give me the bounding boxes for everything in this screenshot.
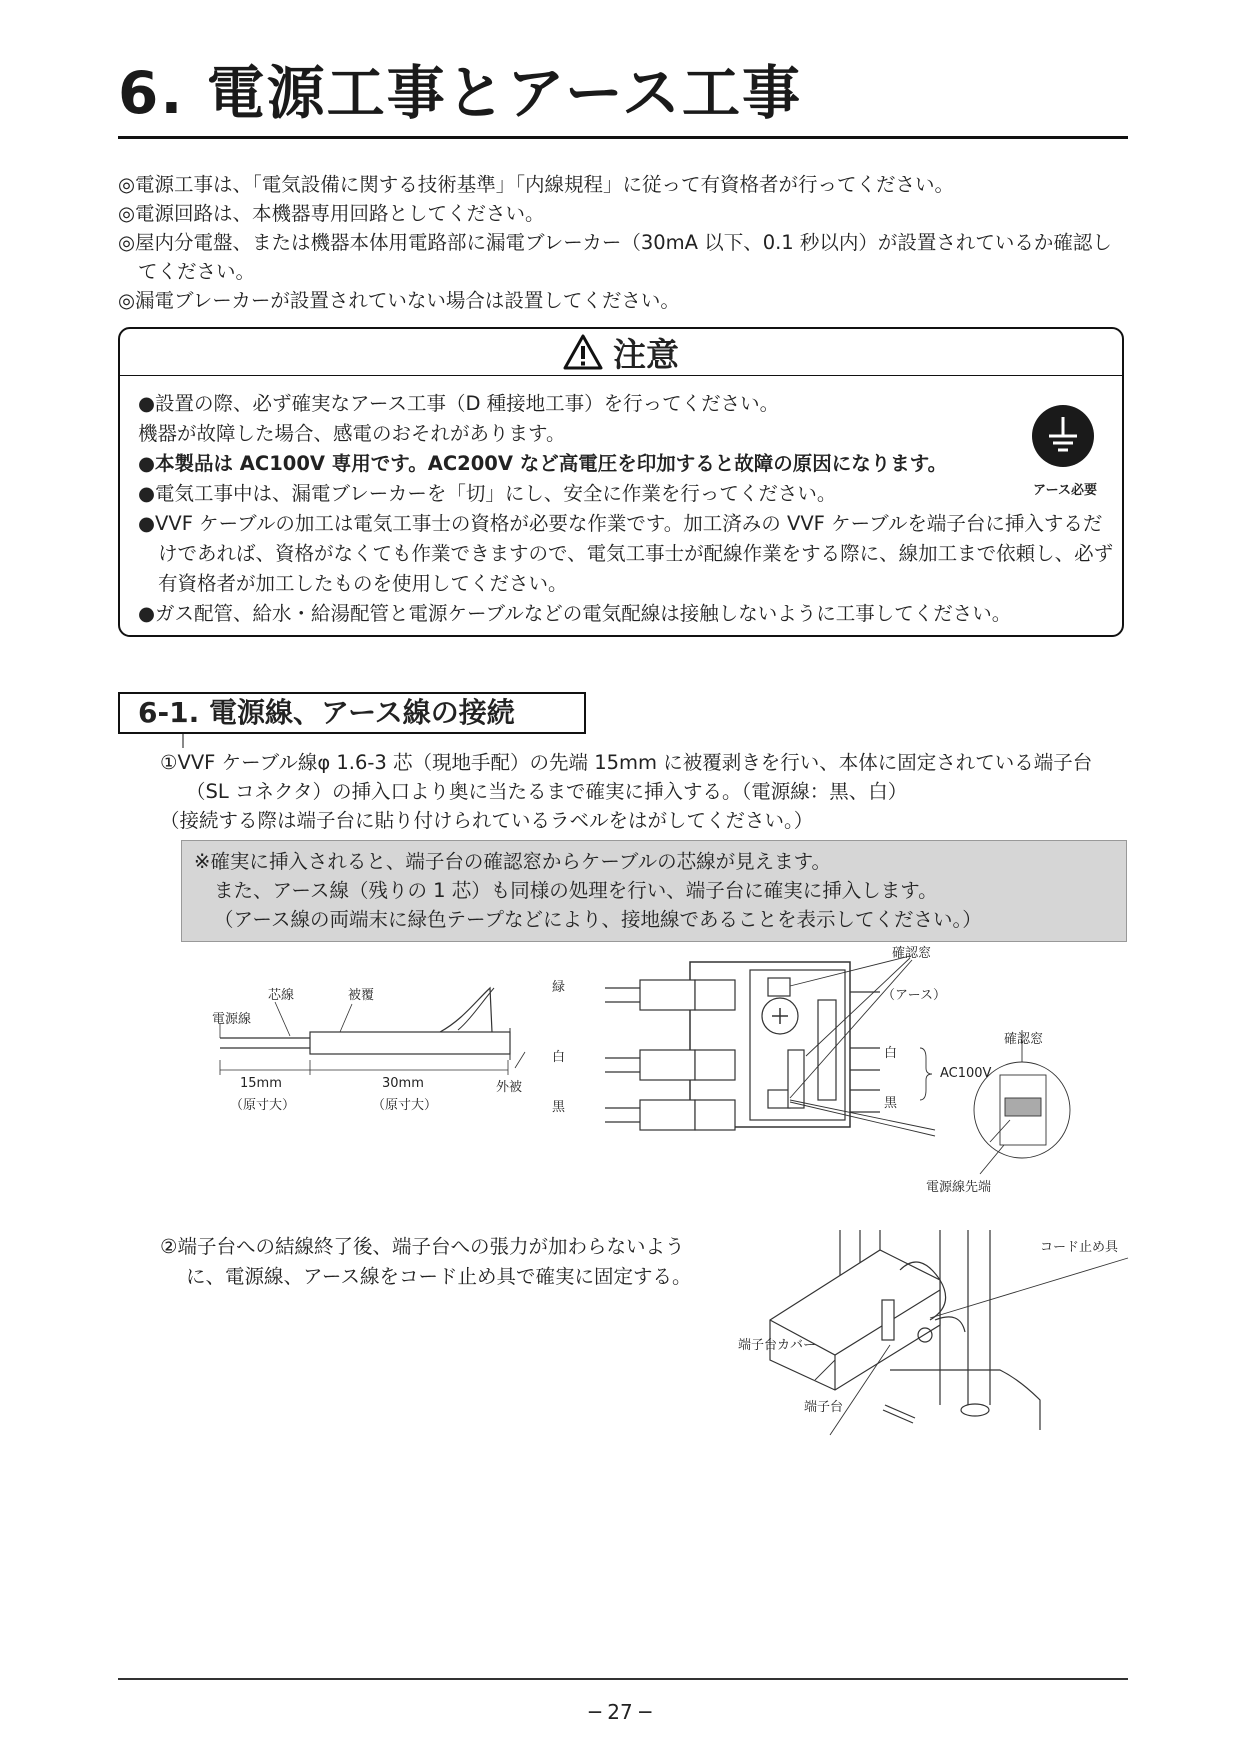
page-number: ─ 27 ─	[588, 1700, 652, 1724]
page-title: 6. 電源工事とアース工事	[118, 59, 802, 127]
label-cord-stop: コード止め具	[1040, 1240, 1119, 1255]
label-len1: 15mm	[240, 1076, 282, 1091]
caution-list	[138, 389, 1118, 629]
label-len2: 30mm	[382, 1076, 424, 1091]
footer-divider	[118, 1678, 1128, 1680]
note-line: （アース線の両端末に緑色テープなどにより、接地線であることを表示してください。）	[214, 908, 982, 931]
note-line: また、アース線（残りの 1 芯）も同様の処理を行い、端子台に確実に挿入します。	[214, 879, 938, 902]
section-connector	[182, 734, 184, 748]
label-white-right: 白	[884, 1046, 898, 1061]
cable-strip-figure	[200, 960, 540, 1120]
label-sheath: 被覆	[348, 988, 375, 1003]
install-figure	[740, 1230, 1130, 1440]
caution-item: 機器が故障した場合、感電のおそれがあります。	[138, 422, 566, 445]
terminal-diagram	[590, 950, 1130, 1190]
label-white: 白	[552, 1050, 566, 1065]
section-title: 6-1. 電源線、アース線の接続	[118, 692, 586, 734]
intro-item: ◎電源工事は、「電気設備に関する技術基準」「内線規程」に従って有資格者が行ってください。	[118, 173, 955, 196]
label-black: 黒	[552, 1100, 566, 1115]
warning-icon	[563, 334, 603, 370]
label-window2: 確認窓	[1004, 1032, 1044, 1047]
caution-item: ●設置の際、必ず確実なアース工事（D 種接地工事）を行ってください。	[138, 392, 780, 415]
label-core: 芯線	[268, 988, 295, 1003]
label-wire: 電源線	[212, 1012, 252, 1027]
caution-item: ●電気工事中は、漏電ブレーカーを「切」にし、安全に作業を行ってください。	[138, 482, 837, 505]
label-window: 確認窓	[892, 946, 932, 961]
caution-header	[120, 329, 1122, 376]
ground-icon	[1032, 405, 1094, 467]
label-cover: 端子台カバー	[738, 1338, 817, 1353]
caution-heading: 注意	[613, 334, 679, 374]
caution-item-bold: ●本製品は AC100V 専用です。AC200V など高電圧を印加すると故障の原因になります。	[138, 452, 948, 475]
label-black-right: 黒	[884, 1096, 898, 1111]
intro-item: ◎漏電ブレーカーが設置されていない場合は設置してください。	[118, 289, 680, 312]
note-box	[181, 840, 1127, 942]
label-earth: （アース）	[882, 988, 946, 1003]
label-terminal: 端子台	[804, 1400, 844, 1415]
step1-note: （接続する際は端子台に貼り付けられているラベルをはがしてください。）	[160, 809, 814, 832]
terminal-figure	[552, 946, 1130, 1195]
intro-item: ◎屋内分電盤、または機器本体用電路部に漏電ブレーカー（30mA 以下、0.1 秒以内）が設置されているか確認してください。	[118, 231, 1112, 283]
caution-box	[118, 327, 1124, 637]
ground-label: アース必要	[1033, 483, 1097, 498]
label-len2-note: （原寸大）	[372, 1098, 438, 1113]
step2-text: ②端子台への結線終了後、端子台への張力が加わらないように、電源線、アース線をコード止め具で確実に固定する。	[160, 1235, 692, 1288]
title-divider	[118, 136, 1128, 139]
label-ac: AC100V	[940, 1066, 992, 1081]
step2	[160, 1232, 700, 1292]
step1-text: ①VVF ケーブル線φ 1.6-3 芯（現地手配）の先端 15mm に被覆剥きを行い、本体に固定されている端子台（SL コネクタ）の挿入口より奥に当たるまで確実に挿入する。（電源線：黒、白）	[160, 751, 1093, 803]
label-tip: 電源線先端	[926, 1180, 992, 1195]
note-line: ※確実に挿入されると、端子台の確認窓からケーブルの芯線が見えます。	[194, 850, 832, 873]
label-outer: 外被	[496, 1080, 523, 1095]
caution-item: ●ガス配管、給水・給湯配管と電源ケーブルなどの電気配線は接触しないように工事してください。	[138, 602, 1012, 625]
intro-list	[118, 170, 1128, 315]
caution-item: ●VVF ケーブルの加工は電気工事士の資格が必要な作業です。加工済みの VVF ケーブルを端子台に挿入するだけであれば、資格がなくても作業できますので、電気工事士が配線作業をする際に、線加工まで依頼し、必ず有資格者が加工したものを使用してください。	[138, 512, 1114, 595]
label-green: 緑	[552, 980, 566, 995]
intro-item: ◎電源回路は、本機器専用回路としてください。	[118, 202, 545, 225]
label-len1-note: （原寸大）	[230, 1098, 296, 1113]
step1	[160, 748, 1130, 835]
